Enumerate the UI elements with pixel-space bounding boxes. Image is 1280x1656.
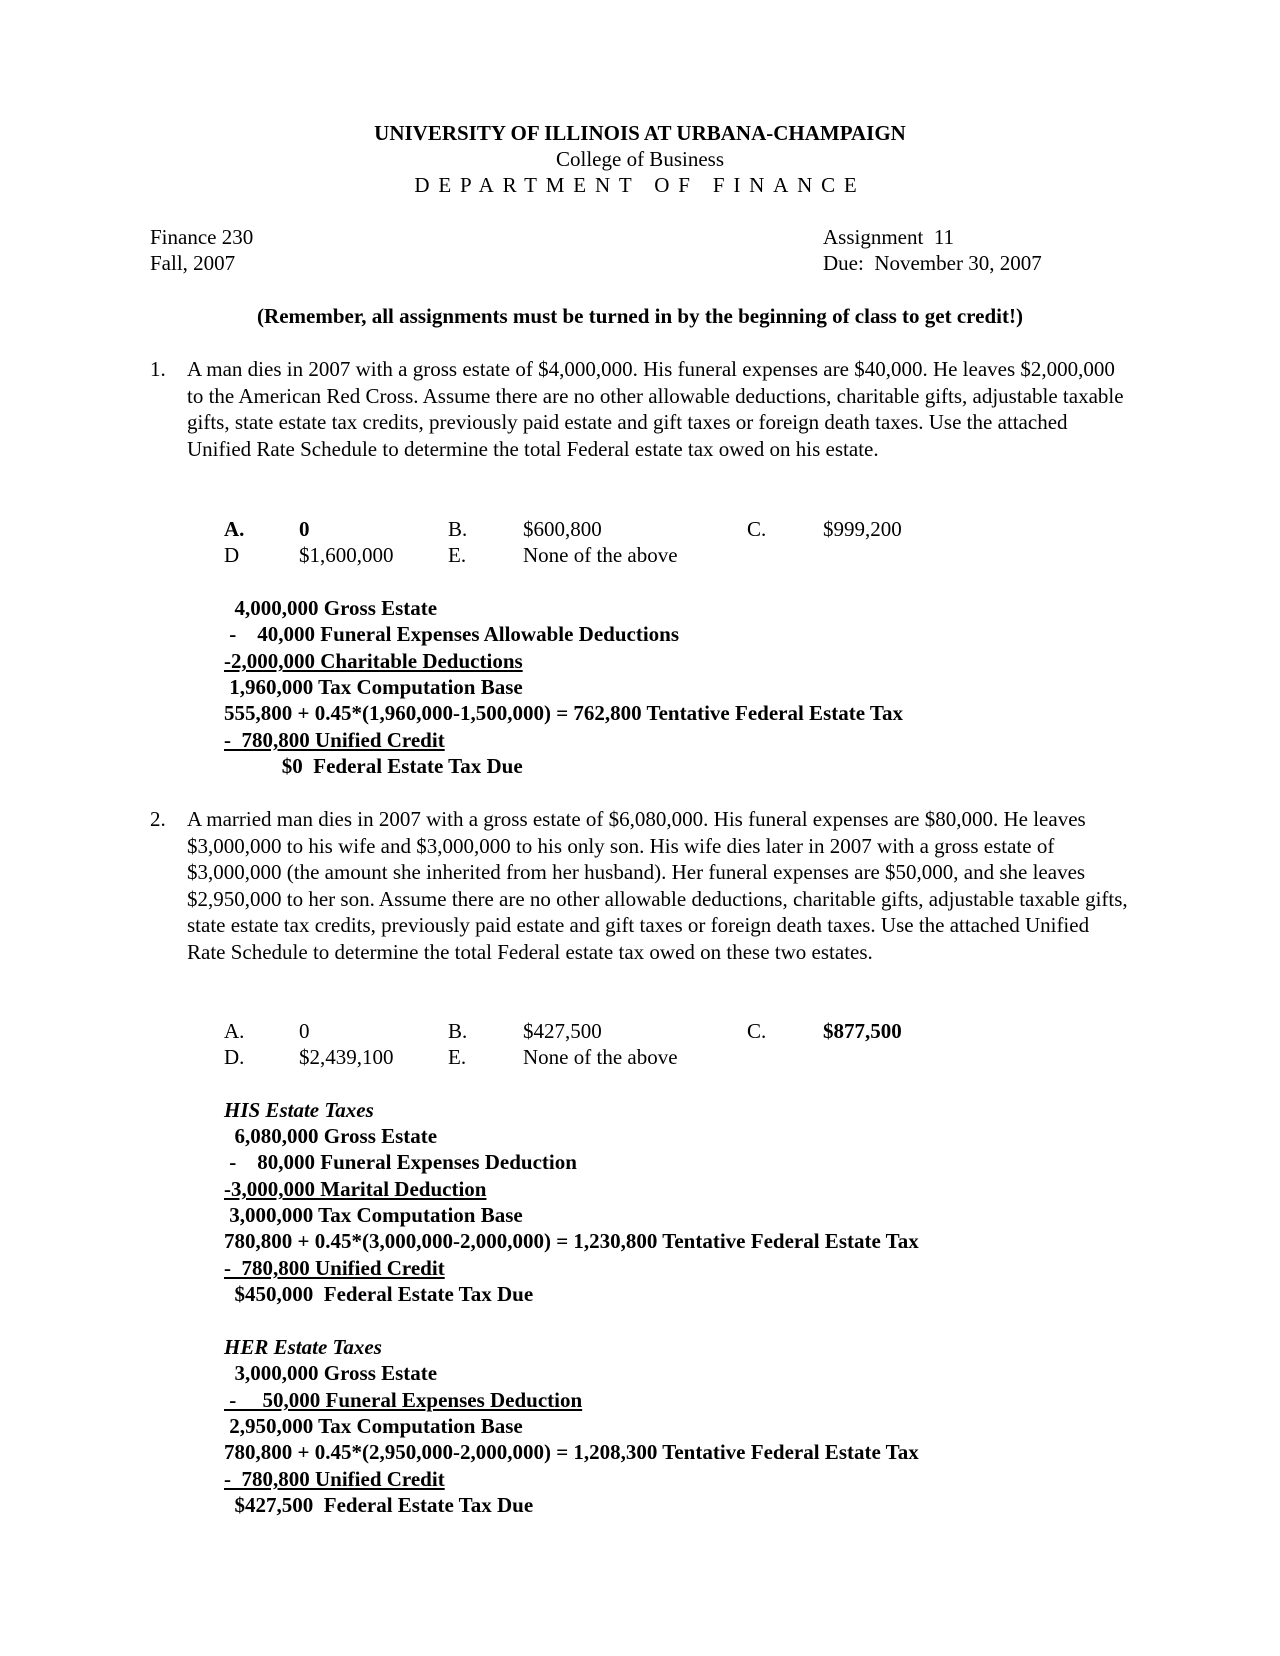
solution-line: 4,000,000 Gross Estate bbox=[224, 596, 438, 620]
question-1-text: A man dies in 2007 with a gross estate of $4,000,000. His funeral expenses are $40,000. He leaves $2,000,000 to the American Red Cross. Assume there are no other allowable deductions, charitable gifts, adjustable taxable gifts, state estate tax credits, previously paid estate and gift taxes or foreign death taxes. Use the attached Unified Rate Schedule to determine the total Federal estate tax owed on his estate. bbox=[187, 357, 1124, 461]
course-term: Fall, 2007 bbox=[150, 251, 236, 275]
question-2-number: 2. bbox=[150, 807, 166, 831]
his-estate-heading: HIS Estate Taxes bbox=[224, 1098, 374, 1122]
her-estate-heading: HER Estate Taxes bbox=[224, 1335, 382, 1359]
department-name: DEPARTMENT OF FINANCE bbox=[414, 173, 866, 197]
choice-e-letter: E. bbox=[448, 1045, 467, 1069]
choice-a-letter: A. bbox=[224, 517, 245, 541]
choice-c-value: $999,200 bbox=[823, 517, 902, 541]
choice-a-letter: A. bbox=[224, 1019, 245, 1043]
choice-b-value: $600,800 bbox=[523, 517, 602, 541]
solution-line: $427,500 Federal Estate Tax Due bbox=[224, 1493, 534, 1517]
college-name: College of Business bbox=[556, 147, 724, 171]
solution-line: 6,080,000 Gross Estate bbox=[224, 1124, 438, 1148]
solution-line: -3,000,000 Marital Deduction bbox=[224, 1177, 487, 1201]
solution-line: - 780,800 Unified Credit bbox=[224, 1256, 445, 1280]
choice-b-value: $427,500 bbox=[523, 1019, 602, 1043]
choice-d-letter: D. bbox=[224, 1045, 245, 1069]
choice-d-letter: D bbox=[224, 543, 240, 567]
solution-line: - 50,000 Funeral Expenses Deduction bbox=[224, 1388, 583, 1412]
solution-line: - 780,800 Unified Credit bbox=[224, 1467, 445, 1491]
solution-line: 1,960,000 Tax Computation Base bbox=[224, 675, 523, 699]
choice-a-value: 0 bbox=[299, 517, 310, 541]
choice-b-letter: B. bbox=[448, 1019, 468, 1043]
solution-line: 780,800 + 0.45*(3,000,000-2,000,000) = 1,230,800 Tentative Federal Estate Tax bbox=[224, 1229, 919, 1253]
solution-line: - 40,000 Funeral Expenses Allowable Deductions bbox=[224, 622, 680, 646]
solution-line: 555,800 + 0.45*(1,960,000-1,500,000) = 762,800 Tentative Federal Estate Tax bbox=[224, 701, 903, 725]
solution-line: 780,800 + 0.45*(2,950,000-2,000,000) = 1,208,300 Tentative Federal Estate Tax bbox=[224, 1440, 919, 1464]
question-1-number: 1. bbox=[150, 357, 166, 381]
choice-e-value: None of the above bbox=[523, 543, 678, 567]
solution-line: $450,000 Federal Estate Tax Due bbox=[224, 1282, 534, 1306]
solution-line: -2,000,000 Charitable Deductions bbox=[224, 649, 523, 673]
choice-c-letter: C. bbox=[747, 1019, 767, 1043]
solution-line: 2,950,000 Tax Computation Base bbox=[224, 1414, 523, 1438]
question-2-text: A married man dies in 2007 with a gross estate of $6,080,000. His funeral expenses are $80,000. He leaves $3,000,000 to his wife and $3,000,000 to his only son. His wife dies later in 2007 with a gross estate of $3,000,000 (the amount she inherited from her husband). Her funeral expenses are $50,000, and she leaves $2,950,000 to her son. Assume there are no other allowable deductions, charitable gifts, adjustable taxable gifts, state estate tax credits, previously paid estate and gift taxes or foreign death taxes. Use the attached Unified Rate Schedule to determine the total Federal estate tax owed on these two estates. bbox=[187, 807, 1128, 964]
choice-b-letter: B. bbox=[448, 517, 468, 541]
solution-line: $0 Federal Estate Tax Due bbox=[224, 754, 523, 778]
solution-line: 3,000,000 Gross Estate bbox=[224, 1361, 438, 1385]
choice-a-value: 0 bbox=[299, 1019, 310, 1043]
solution-line: 3,000,000 Tax Computation Base bbox=[224, 1203, 523, 1227]
solution-line: - 780,800 Unified Credit bbox=[224, 728, 445, 752]
solution-line: - 80,000 Funeral Expenses Deduction bbox=[224, 1150, 577, 1174]
assignment-number: Assignment 11 bbox=[823, 225, 955, 249]
course-name: Finance 230 bbox=[150, 225, 254, 249]
choice-d-value: $1,600,000 bbox=[299, 543, 394, 567]
choice-e-letter: E. bbox=[448, 543, 467, 567]
reminder-note: (Remember, all assignments must be turned in by the beginning of class to get credit!) bbox=[257, 304, 1023, 328]
choice-c-value: $877,500 bbox=[823, 1019, 902, 1043]
choice-d-value: $2,439,100 bbox=[299, 1045, 394, 1069]
choice-e-value: None of the above bbox=[523, 1045, 678, 1069]
due-date: Due: November 30, 2007 bbox=[823, 251, 1042, 275]
choice-c-letter: C. bbox=[747, 517, 767, 541]
university-title: UNIVERSITY OF ILLINOIS AT URBANA-CHAMPAIGN bbox=[374, 121, 906, 145]
